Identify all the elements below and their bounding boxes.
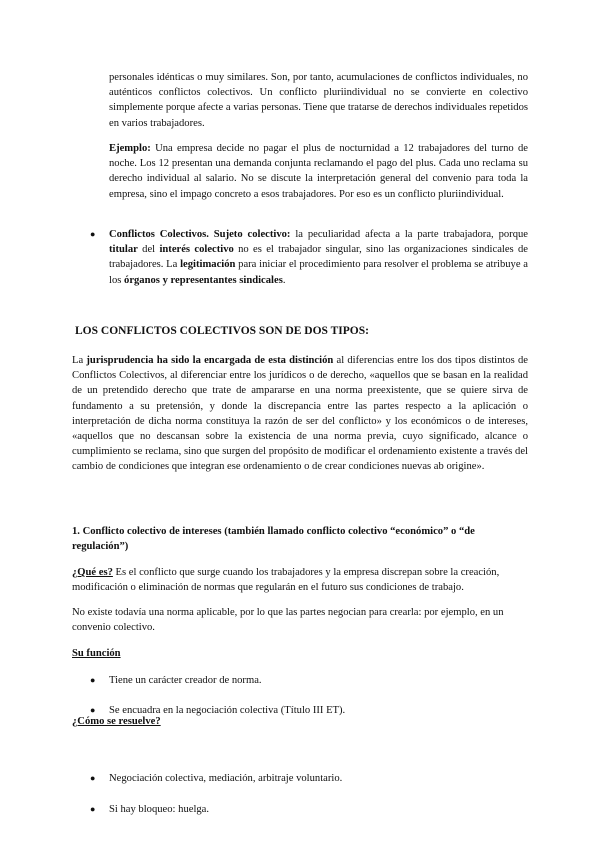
que-es-paragraph [72, 565, 532, 595]
tipos-text-2: al diferencias entre los dos tipos distintos de Conflictos Colectivos, al diferenciar entre los jurídicos o de derecho, «aquellos que se basan en la realidad de un pretendido derecho que trate de ampararse en una norma preexistente, que se quiere sirva de fundamento a su pretensión, y donde la discrepancia entre las partes respecto a la aplicación o interpretación de dicha norma constituya la razón de ser del conflicto» y los económicos o de intereses, «aquellos que no descansan sobre la existencia de una norma previa, cuyo significado, alcance o cumplimiento se reclama, sino que surgen del propósito de modificar el ordenamiento existente a través del cambio de condiciones que integran ese ordenamiento o de crear condiciones nuevas ab origine». [72, 355, 528, 473]
colectivos-bold-4: órganos y representantes sindicales [124, 274, 283, 286]
colectivos-text-4: para iniciar el procedimiento para resolver el problema se atribuye a los [109, 259, 528, 286]
norma-paragraph [72, 605, 532, 635]
example-paragraph [109, 141, 528, 202]
funcion-label: Su función [72, 648, 121, 659]
intereses-heading-text: 1. Conflicto colectivo de intereses (también llamado conflicto colectivo “económico” o “de regulación”) [72, 526, 475, 553]
intro-text: personales idénticas o muy similares. Son, por tanto, acumulaciones de conflictos individuales, no auténticos conflictos colectivos. Un conflicto pluriindividual no se convierte en colectivo simplemente porque afecte a varias personas. Tiene que tratarse de derechos individuales repetidos en varios trabajadores. [109, 72, 528, 129]
norma-text: No existe todavía una norma aplicable, por lo que las partes negocian para crearla: por ejemplo, en un convenio colectivo. [72, 607, 504, 634]
resuelve-item [90, 771, 529, 786]
funcion-item [90, 673, 529, 688]
resuelve-heading [72, 714, 272, 729]
tipos-bold-1: jurisprudencia ha sido la encargada de esta distinción [86, 355, 334, 366]
tipos-heading [75, 324, 535, 339]
funcion-item-text: Se encuadra en la negociación colectiva (Título III ET). [109, 705, 346, 717]
resuelve-item [90, 802, 529, 817]
colectivos-label: Conflictos Colectivos. Sujeto colectivo: [109, 229, 291, 240]
intro-paragraph [109, 70, 528, 131]
bullet-icon: ● [90, 773, 96, 784]
tipos-paragraph [72, 353, 528, 475]
colectivos-text-2: del [137, 244, 160, 256]
intereses-heading [72, 524, 528, 554]
que-es-label: ¿Qué es? [72, 567, 113, 578]
funcion-heading [72, 646, 272, 661]
colectivos-bold-3: legitimación [180, 259, 236, 271]
funcion-item-text: Tiene un carácter creador de norma. [109, 675, 262, 686]
resuelve-item-text: Negociación colectiva, mediación, arbitraje voluntario. [109, 773, 343, 785]
bullet-icon: ● [90, 705, 96, 716]
bullet-icon: ● [90, 803, 96, 814]
tipos-text-1: La [72, 355, 87, 366]
example-text: Una empresa decide no pagar el plus de nocturnidad a 12 trabajadores del turno de noche. Los 12 presentan una demanda conjunta reclamando el pago del plus. Cada uno reclama su derecho individual al salario. No se discute la interpretación general del convenio para toda la empresa, sino el impago concreto a esos trabajadores. Por eso es un conflicto pluriindividual. [109, 143, 528, 200]
colectivos-text-1: la peculiaridad afecta a la parte trabajadora, porque [290, 229, 528, 240]
resuelve-item-text: Si hay bloqueo: huelga. [109, 803, 210, 815]
colectivos-text-3: no es el trabajador singular, sino las organizaciones sindicales de trabajadores. La [109, 244, 528, 271]
colectivos-list-item [90, 227, 528, 288]
que-es-text: Es el conflicto que surge cuando los trabajadores y la empresa discrepan sobre la creación, modificación o eliminación de normas que regularán en el futuro sus condiciones de trabajo. [72, 567, 500, 594]
resuelve-label: ¿Cómo se resuelve? [72, 716, 161, 727]
bullet-icon: ● [90, 229, 96, 239]
colectivos-text-5: . [282, 274, 286, 286]
colectivos-bold-2: interés colectivo [159, 244, 234, 256]
bullet-icon: ● [90, 675, 96, 685]
example-label: Ejemplo: [109, 143, 151, 154]
tipos-heading-text: LOS CONFLICTOS COLECTIVOS SON DE DOS TIPOS: [75, 325, 369, 337]
colectivos-bold-1: titular [109, 244, 138, 256]
